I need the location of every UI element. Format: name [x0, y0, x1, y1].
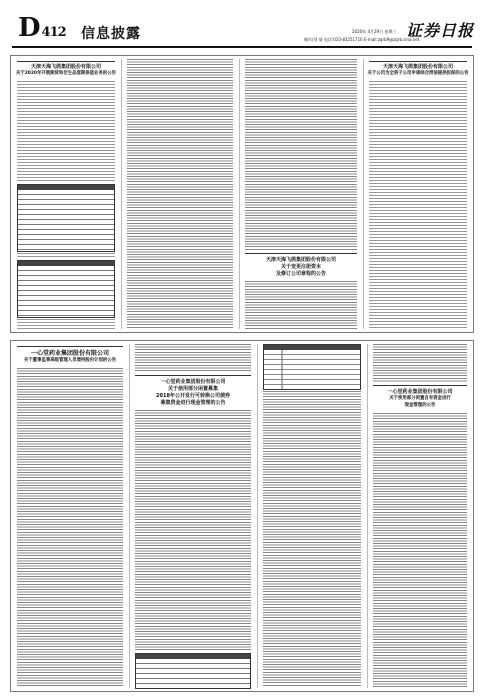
top-col-1 [15, 56, 117, 332]
bottom-panel [10, 340, 474, 692]
table-header [264, 345, 360, 350]
bottom-mid-title-line-1: 关于使用部分闲置募集 [167, 386, 218, 392]
body-text [17, 319, 115, 329]
bottom-right-title-line-1: 关于使用部分闲置自有资金进行 [389, 396, 451, 401]
editor-contact: 制作/刘 倩 电话:010-83251716 E-mail:zqrb9@zqrb.sina.net [304, 37, 420, 42]
body-text [17, 253, 115, 257]
top-col-4 [367, 56, 469, 332]
bottom-col-4 [371, 341, 469, 691]
bottom-mid-title-line-3: 募集资金进行现金管理的公告 [160, 400, 226, 406]
body-text [373, 344, 467, 382]
body-text [369, 81, 467, 329]
body-text [127, 59, 233, 329]
top-left-company: 天津天海飞鸽集团股份有限公司 [30, 64, 101, 70]
data-table-3 [135, 653, 251, 689]
table-header [18, 185, 114, 190]
data-table-1 [17, 184, 115, 252]
mid-title-line-2: 及修订公司章程的公告 [275, 271, 326, 277]
column-rule [121, 59, 122, 329]
top-col-2 [125, 56, 235, 332]
top-left-title: 关于2020年开展期货和衍生品套期保值业务的公告 [15, 71, 117, 76]
bottom-mid-title-line-2: 2018年公开发行可转换公司债券 [156, 393, 230, 399]
mid-title-line-1: 关于变更注册资本 [280, 264, 321, 270]
bottom-col-3 [261, 341, 363, 691]
column-rule [363, 59, 364, 329]
table-header [18, 261, 114, 266]
bottom-left-company: 一心堂药业集团股份有限公司 [30, 350, 109, 357]
issue-date: 2020年 4月29日 星期三 [352, 29, 397, 34]
body-text [245, 281, 357, 329]
data-table-2 [17, 260, 115, 318]
newspaper-logo: 证券日报 [405, 21, 474, 40]
top-right-company: 天津天海飞鸽集团股份有限公司 [382, 64, 453, 70]
masthead [6, 4, 478, 44]
page-code-letter: D [18, 13, 40, 43]
divider [369, 61, 467, 62]
bottom-col-2 [133, 341, 253, 691]
body-text [135, 344, 251, 372]
column-rule [367, 344, 368, 688]
body-text [17, 368, 123, 686]
divider [245, 253, 357, 254]
column-rule [129, 344, 130, 688]
bottom-col-1 [15, 341, 125, 691]
page-code [18, 15, 66, 46]
divider [17, 61, 115, 62]
top-col-3 [243, 56, 359, 332]
bottom-right-company: 一心堂药业集团股份有限公司 [387, 389, 453, 395]
column-rule [239, 59, 240, 329]
body-text [245, 59, 357, 251]
body-text [373, 413, 467, 687]
page-number: 412 [41, 25, 66, 40]
bottom-right-title-line-2: 现金管理的公告 [404, 403, 436, 408]
divider [17, 346, 123, 347]
bottom-mid-company: 一心堂药业集团股份有限公司 [160, 379, 226, 385]
bottom-left-title: 关于董事监事高级管理人员增持股份计划的公告 [23, 358, 117, 363]
data-table-4 [263, 344, 361, 390]
body-text [263, 391, 361, 687]
divider [373, 385, 467, 386]
divider [135, 375, 251, 376]
top-panel [10, 55, 474, 333]
section-title: 信息披露 [81, 26, 141, 42]
table-header [136, 654, 250, 659]
top-right-title: 关于公司为全资子公司申请综合授信提供担保的公告 [367, 71, 469, 76]
column-rule [257, 344, 258, 688]
body-text [135, 410, 251, 650]
mid-company: 天津天海飞鸽集团股份有限公司 [265, 257, 336, 263]
masthead-rule [12, 46, 472, 48]
body-text [17, 81, 115, 181]
